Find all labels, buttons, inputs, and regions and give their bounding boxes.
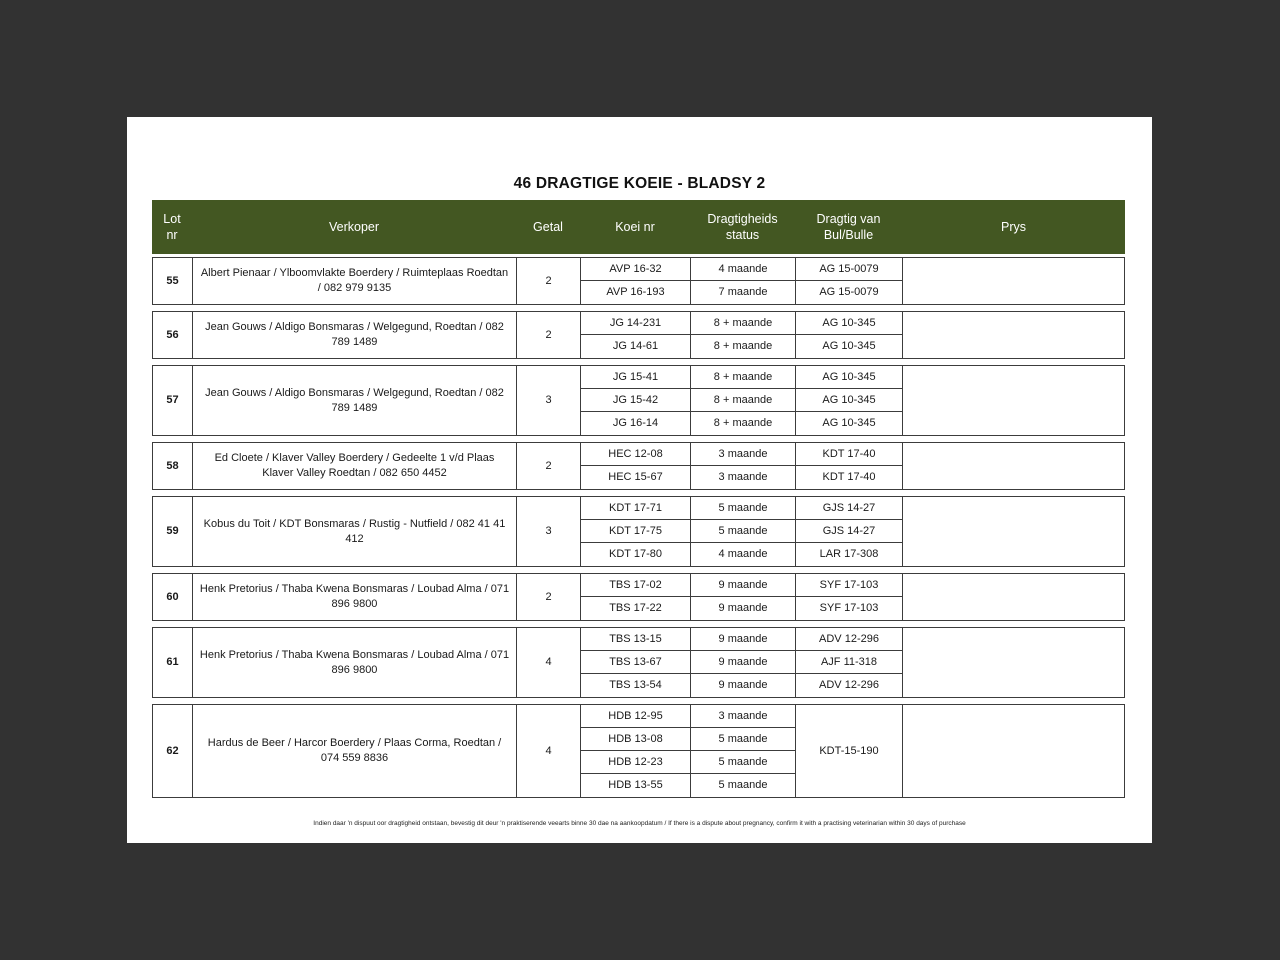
page-title: 46 DRAGTIGE KOEIE - BLADSY 2: [513, 175, 766, 192]
koei-row: [581, 443, 903, 466]
status-cell: 4 maande: [691, 258, 796, 280]
getal-cell: 2: [517, 574, 581, 620]
catalog-table: [152, 200, 1125, 804]
lot-row-group: [152, 442, 1125, 490]
bul-cell: AJF 11-318: [796, 651, 903, 673]
status-cell: 3 maande: [691, 466, 796, 489]
koei-nr-cell: KDT 17-75: [581, 520, 691, 542]
header-cell-koei-nr: Koei nr: [615, 219, 655, 234]
lot-row-group: [152, 311, 1125, 359]
status-cell: 7 maande: [691, 281, 796, 304]
koei-nr-cell: HDB 12-23: [581, 751, 691, 773]
koei-rows-list: [581, 574, 903, 620]
prys-cell: [903, 497, 1124, 566]
lot-row-group: [152, 573, 1125, 621]
status-cell: 9 maande: [691, 674, 796, 697]
lot-number-cell: 62: [153, 705, 193, 797]
bul-cell: LAR 17-308: [796, 543, 903, 566]
koei-rows-list: [581, 366, 903, 435]
status-cell: 3 maande: [691, 443, 796, 465]
koei-rows: [581, 443, 903, 489]
koei-rows-list: [581, 258, 903, 304]
status-cell: 8 + maande: [691, 412, 796, 435]
koei-row: [581, 774, 796, 797]
koei-nr-cell: JG 16-14: [581, 412, 691, 435]
koei-row: [581, 728, 796, 751]
bul-cell: GJS 14-27: [796, 497, 903, 519]
bul-cell: AG 10-345: [796, 335, 903, 358]
status-cell: 3 maande: [691, 705, 796, 727]
koei-rows: [581, 258, 903, 304]
bul-cell: AG 10-345: [796, 312, 903, 334]
prys-cell: [903, 443, 1124, 489]
verkoper-cell: Ed Cloete / Klaver Valley Boerdery / Gedeelte 1 v/d Plaas Klaver Valley Roedtan / 082 650 4452: [193, 443, 517, 489]
koei-rows-list: [581, 312, 903, 358]
verkoper-cell: Kobus du Toit / KDT Bonsmaras / Rustig - Nutfield / 082 41 41 412: [193, 497, 517, 566]
koei-rows: [581, 705, 903, 797]
koei-nr-cell: TBS 13-67: [581, 651, 691, 673]
koei-rows: [581, 574, 903, 620]
status-cell: 9 maande: [691, 574, 796, 596]
status-cell: 9 maande: [691, 628, 796, 650]
bul-cell: GJS 14-27: [796, 520, 903, 542]
koei-row: [581, 366, 903, 389]
koei-row: [581, 312, 903, 335]
status-cell: 4 maande: [691, 543, 796, 566]
prys-cell: [903, 366, 1124, 435]
koei-row: [581, 751, 796, 774]
header-cell-getal: Getal: [533, 219, 563, 234]
bul-cell: ADV 12-296: [796, 674, 903, 697]
getal-cell: 3: [517, 497, 581, 566]
bul-cell: AG 10-345: [796, 389, 903, 411]
bul-cell: AG 15-0079: [796, 258, 903, 280]
koei-row: [581, 389, 903, 412]
lot-number-cell: 57: [153, 366, 193, 435]
table-header-row: [152, 200, 1125, 254]
koei-rows: [581, 628, 903, 697]
lot-number-cell: 56: [153, 312, 193, 358]
koei-rows-list: [581, 443, 903, 489]
koei-row: [581, 674, 903, 697]
bul-cell: SYF 17-103: [796, 574, 903, 596]
status-cell: 8 + maande: [691, 312, 796, 334]
verkoper-cell: Jean Gouws / Aldigo Bonsmaras / Welgegund, Roedtan / 082 789 1489: [193, 312, 517, 358]
koei-nr-cell: KDT 17-80: [581, 543, 691, 566]
koei-nr-cell: TBS 13-54: [581, 674, 691, 697]
bul-cell: SYF 17-103: [796, 597, 903, 620]
getal-cell: 2: [517, 258, 581, 304]
status-cell: 8 + maande: [691, 389, 796, 411]
status-cell: 5 maande: [691, 751, 796, 773]
lot-row-group: [152, 627, 1125, 698]
koei-row: [581, 597, 903, 620]
bul-cell: ADV 12-296: [796, 628, 903, 650]
koei-nr-cell: HDB 12-95: [581, 705, 691, 727]
prys-cell: [903, 628, 1124, 697]
prys-cell: [903, 258, 1124, 304]
bul-merged-cell: KDT-15-190: [796, 705, 903, 797]
koei-rows: [581, 366, 903, 435]
koei-nr-cell: JG 15-41: [581, 366, 691, 388]
header-cell-verkoper: Verkoper: [328, 219, 380, 234]
verkoper-cell: Henk Pretorius / Thaba Kwena Bonsmaras / Loubad Alma / 071 896 9800: [193, 574, 517, 620]
lot-number-cell: 59: [153, 497, 193, 566]
status-cell: 5 maande: [691, 728, 796, 750]
status-cell: 5 maande: [691, 774, 796, 797]
getal-cell: 3: [517, 366, 581, 435]
koei-row: [581, 335, 903, 358]
verkoper-cell: Jean Gouws / Aldigo Bonsmaras / Welgegund, Roedtan / 082 789 1489: [193, 366, 517, 435]
status-cell: 9 maande: [691, 651, 796, 673]
table-body: [152, 257, 1125, 798]
koei-row: [581, 520, 903, 543]
lot-number-cell: 61: [153, 628, 193, 697]
koei-rows: [581, 497, 903, 566]
koei-nr-cell: AVP 16-193: [581, 281, 691, 304]
header-cell-dragtigheids-status: Dragtigheids status: [707, 211, 778, 242]
verkoper-cell: Henk Pretorius / Thaba Kwena Bonsmaras / Loubad Alma / 071 896 9800: [193, 628, 517, 697]
verkoper-cell: Hardus de Beer / Harcor Boerdery / Plaas Corma, Roedtan / 074 559 8836: [193, 705, 517, 797]
koei-row: [581, 543, 903, 566]
koei-nr-cell: HEC 12-08: [581, 443, 691, 465]
koei-rows-list: [581, 628, 903, 697]
koei-nr-cell: AVP 16-32: [581, 258, 691, 280]
koei-nr-cell: HDB 13-55: [581, 774, 691, 797]
koei-nr-cell: JG 14-61: [581, 335, 691, 358]
koei-nr-cell: HDB 13-08: [581, 728, 691, 750]
getal-cell: 4: [517, 705, 581, 797]
koei-rows-list: [581, 705, 796, 797]
koei-row: [581, 466, 903, 489]
document-page: [127, 117, 1152, 843]
lot-number-cell: 60: [153, 574, 193, 620]
koei-row: [581, 651, 903, 674]
koei-nr-cell: HEC 15-67: [581, 466, 691, 489]
koei-row: [581, 628, 903, 651]
lot-number-cell: 55: [153, 258, 193, 304]
status-cell: 8 + maande: [691, 366, 796, 388]
koei-row: [581, 705, 796, 728]
koei-nr-cell: TBS 13-15: [581, 628, 691, 650]
lot-number-cell: 58: [153, 443, 193, 489]
koei-nr-cell: TBS 17-02: [581, 574, 691, 596]
koei-nr-cell: JG 15-42: [581, 389, 691, 411]
bul-cell: KDT 17-40: [796, 443, 903, 465]
header-cell-dragtig-van-bul: Dragtig van Bul/Bulle: [816, 211, 881, 242]
header-cell-prys: Prys: [1001, 219, 1026, 234]
bul-cell: AG 15-0079: [796, 281, 903, 304]
koei-row: [581, 412, 903, 435]
koei-nr-cell: KDT 17-71: [581, 497, 691, 519]
getal-cell: 4: [517, 628, 581, 697]
prys-cell: [903, 574, 1124, 620]
koei-row: [581, 281, 903, 304]
bul-cell: KDT 17-40: [796, 466, 903, 489]
lot-row-group: [152, 496, 1125, 567]
koei-nr-cell: JG 14-231: [581, 312, 691, 334]
bul-cell: AG 10-345: [796, 412, 903, 435]
koei-row: [581, 258, 903, 281]
verkoper-cell: Albert Pienaar / Ylboomvlakte Boerdery / Ruimteplaas Roedtan / 082 979 9135: [193, 258, 517, 304]
bul-cell: AG 10-345: [796, 366, 903, 388]
getal-cell: 2: [517, 312, 581, 358]
koei-rows: [581, 312, 903, 358]
status-cell: 8 + maande: [691, 335, 796, 358]
lot-row-group: [152, 257, 1125, 305]
lot-row-group: [152, 365, 1125, 436]
koei-row: [581, 574, 903, 597]
footer-note: Indien daar 'n dispuut oor dragtigheid ontstaan, bevestig dit deur 'n praktiserende veearts binne 30 dae na aankoopdatum / If there is a dispute about pregnancy, confirm it with a practising veterinarian within 30 days of purchase: [313, 820, 966, 827]
prys-cell: [903, 705, 1124, 797]
koei-nr-cell: TBS 17-22: [581, 597, 691, 620]
lot-row-group: [152, 704, 1125, 798]
getal-cell: 2: [517, 443, 581, 489]
prys-cell: [903, 312, 1124, 358]
koei-row: [581, 497, 903, 520]
koei-rows-list: [581, 497, 903, 566]
status-cell: 5 maande: [691, 520, 796, 542]
status-cell: 9 maande: [691, 597, 796, 620]
status-cell: 5 maande: [691, 497, 796, 519]
header-cell-lot-nr: Lot nr: [163, 211, 181, 242]
